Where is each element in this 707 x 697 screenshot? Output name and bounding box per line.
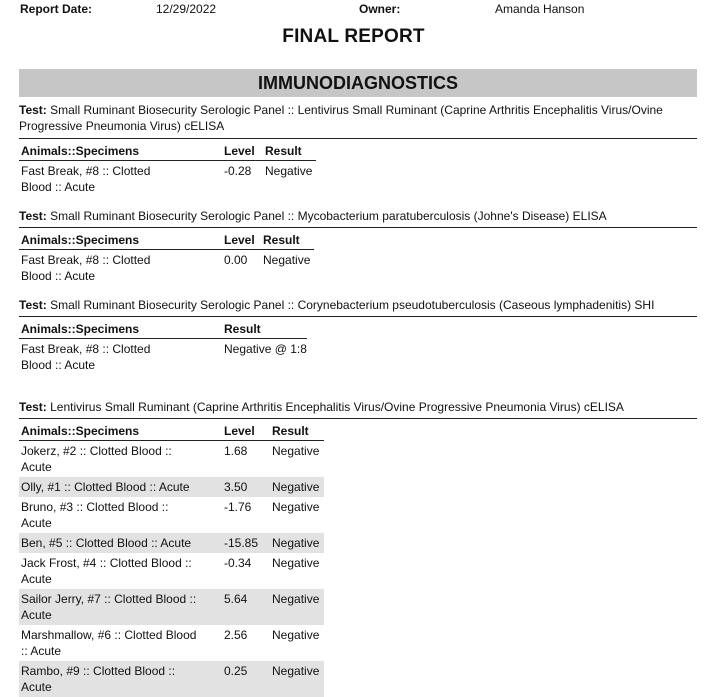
col-header-result: Result [270,421,324,441]
table-row: Fast Break, #8 :: Clotted Blood :: Acute Negative @ 1:8 [21,342,307,372]
table-row: Jack Frost, #4 :: Clotted Blood :: Acute -0.34 Negative [21,556,320,586]
table-row: Olly, #1 :: Clotted Blood :: Acute 3.50 Negative [19,477,324,497]
table-row: Marshmallow, #6 :: Clotted Blood :: Acute 2.56 Negative [21,628,320,658]
table-row: Bruno, #3 :: Clotted Blood :: Acute -1.76 Negative [21,500,320,530]
table-row: Jokerz, #2 :: Clotted Blood :: Acute 1.68 Negative [21,444,320,474]
col-header-result: Result [261,230,314,250]
divider [19,316,697,317]
col-header-animals: Animals::Specimens [19,319,222,339]
report-date-label: Report Date: [20,2,93,16]
results-table [19,141,316,197]
owner-name: Amanda Hanson [495,2,585,16]
page-title: FINAL REPORT [282,26,425,47]
col-header-result: Result [263,141,316,161]
table-row: Sailor Jerry, #7 :: Clotted Blood :: Acute 5.64 Negative [19,589,324,625]
test-title: Test: Small Ruminant Biosecurity Serologic Panel :: Corynebacterium pseudotuberculosis (Caseous lymphadenitis) SHI [19,298,655,312]
col-header-result: Result [222,319,307,339]
test-title: Test: Small Ruminant Biosecurity Serologic Panel :: Mycobacterium paratuberculosis (Johne's Disease) ELISA [19,209,607,223]
test-title: Test: Small Ruminant Biosecurity Serologic Panel :: Lentivirus Small Ruminant (Caprine Arthritis Encephalitis Virus/Ovine Progressive Pneumonia Virus) cELISA [19,103,663,133]
col-header-level: Level [222,141,263,161]
table-row: Fast Break, #8 :: Clotted Blood :: Acute 0.00 Negative [21,253,311,283]
col-header-level: Level [222,230,261,250]
divider [19,418,697,419]
col-header-animals: Animals::Specimens [19,230,222,250]
col-header-animals: Animals::Specimens [19,141,222,161]
divider [19,138,697,139]
divider [19,227,697,228]
test-title: Test: Lentivirus Small Ruminant (Caprine Arthritis Encephalitis Virus/Ovine Progressive Pneumonia Virus) cELISA [19,400,624,414]
table-row: Fast Break, #8 :: Clotted Blood :: Acute -0.28 Negative [21,164,313,194]
col-header-level: Level [222,421,270,441]
report-date: 12/29/2022 [156,2,217,16]
results-table [19,421,324,697]
table-row: Ben, #5 :: Clotted Blood :: Acute -15.85 Negative [19,533,324,553]
col-header-animals: Animals::Specimens [19,421,222,441]
results-table [19,319,307,375]
section-heading: IMMUNODIAGNOSTICS [19,69,697,97]
results-table [19,230,314,286]
owner-label: Owner: [359,2,401,16]
table-row: Rambo, #9 :: Clotted Blood :: Acute 0.25 Negative [19,661,324,697]
